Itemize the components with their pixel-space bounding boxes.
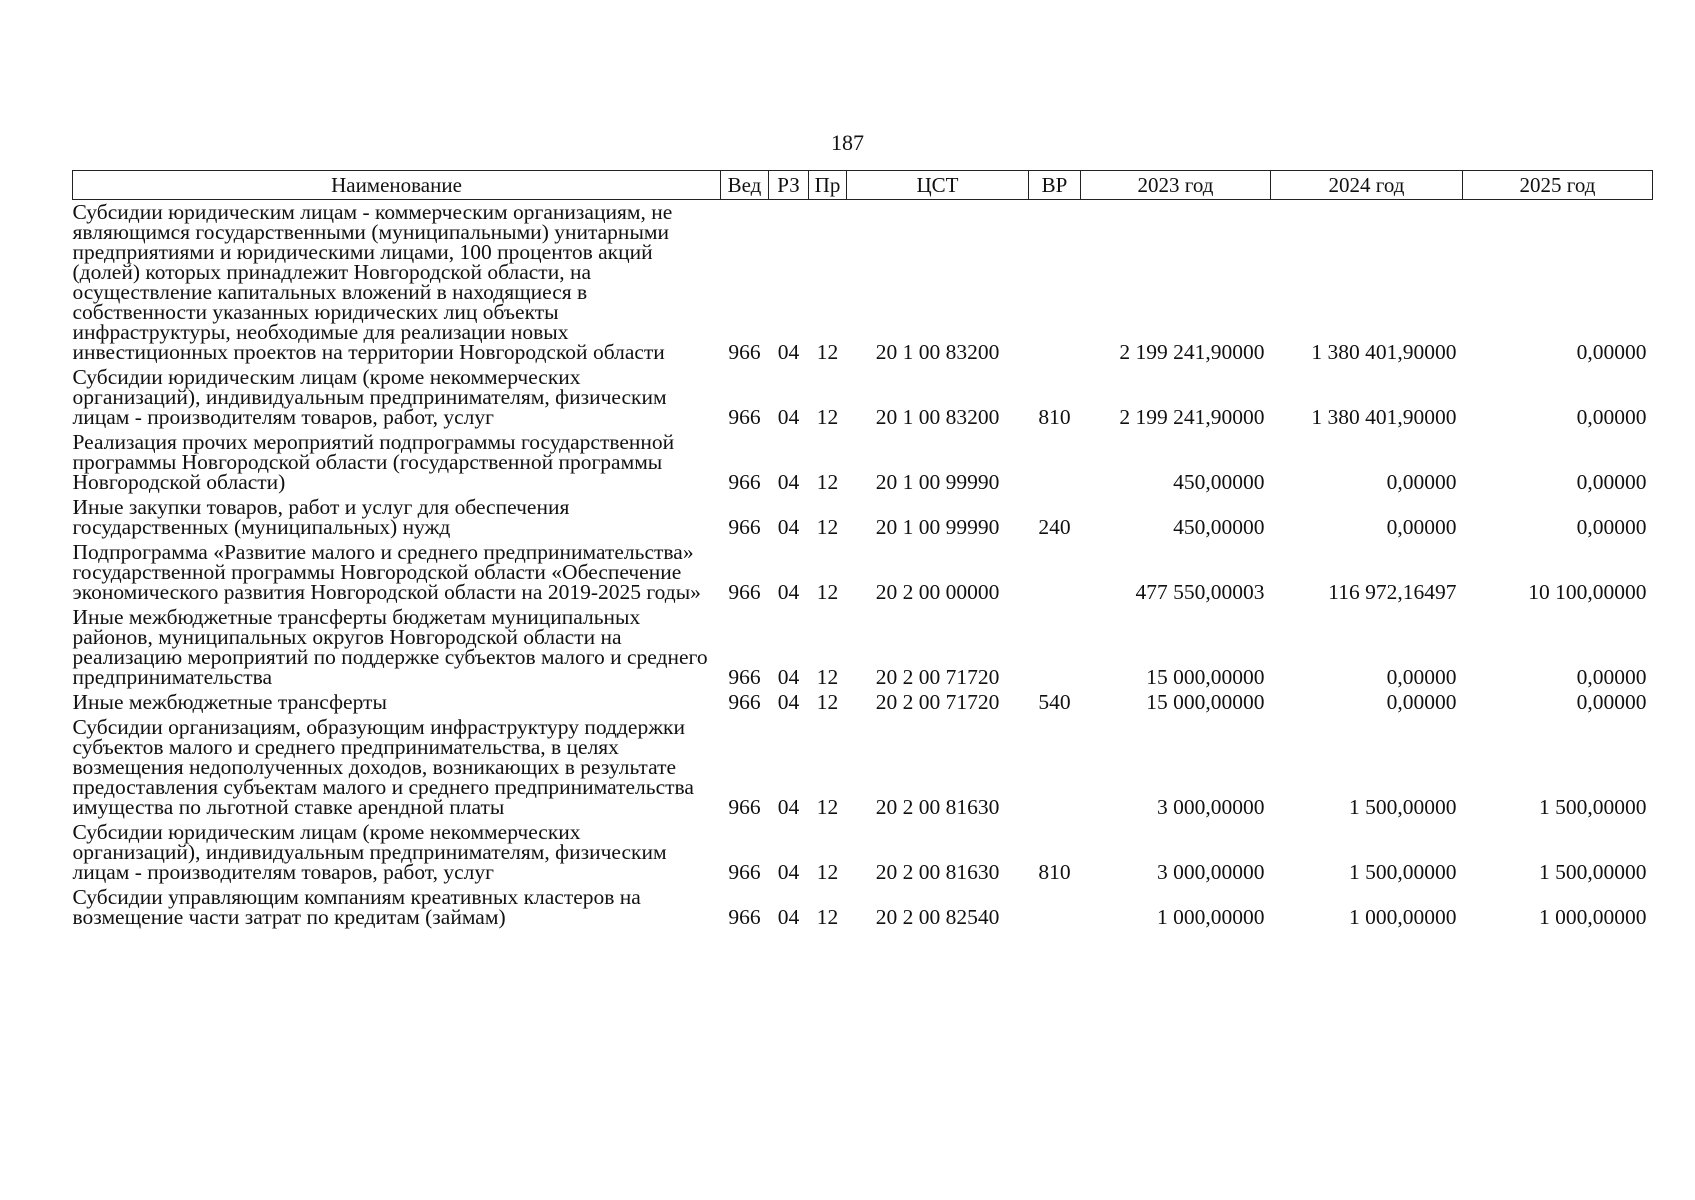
row-rz: 04 <box>777 665 800 689</box>
row-pr: 12 <box>816 470 839 494</box>
row-name: Субсидии организациям, образующим инфраструктуру поддержки субъектов малого и среднего предпринимательства, в целях возмещения недополученных доходов, возникающих в результате предоставления субъектам малого и среднего предпринимательства имущества по льготной ставке арендной платы <box>72 715 694 819</box>
row-2024: 0,00000 <box>1386 690 1457 714</box>
row-2025: 0,00000 <box>1576 690 1647 714</box>
table-row <box>73 430 1653 495</box>
row-rz: 04 <box>777 580 800 604</box>
row-2024: 0,00000 <box>1386 470 1457 494</box>
row-ved: 966 <box>728 340 761 364</box>
row-2025: 1 500,00000 <box>1539 860 1647 884</box>
row-ved: 966 <box>728 580 761 604</box>
row-ved: 966 <box>728 795 761 819</box>
row-2024: 1 380 401,90000 <box>1311 340 1457 364</box>
row-rz: 04 <box>777 515 800 539</box>
row-name: Субсидии юридическим лицам (кроме некоммерческих организаций), индивидуальным предпринимателям, физическим лицам - производителям товаров, работ, услуг <box>72 365 667 429</box>
row-2025: 0,00000 <box>1576 470 1647 494</box>
row-rz: 04 <box>777 905 800 929</box>
table-row <box>73 365 1653 430</box>
row-pr: 12 <box>816 515 839 539</box>
row-cst: 20 1 00 99990 <box>875 470 1000 494</box>
row-name: Иные межбюджетные трансферты <box>72 690 387 714</box>
row-cst: 20 2 00 71720 <box>875 665 1000 689</box>
row-name: Иные межбюджетные трансферты бюджетам муниципальных районов, муниципальных округов Новгородской области на реализацию мероприятий по поддержке субъектов малого и среднего предпринимательства <box>72 605 708 689</box>
header-pr: Пр <box>809 171 847 200</box>
table-row <box>73 605 1653 690</box>
row-vr: 240 <box>1038 515 1071 539</box>
row-rz: 04 <box>777 340 800 364</box>
row-rz: 04 <box>777 860 800 884</box>
row-vr: 540 <box>1038 690 1071 714</box>
row-ved: 966 <box>728 405 761 429</box>
table-row <box>73 540 1653 605</box>
row-2023: 3 000,00000 <box>1157 860 1265 884</box>
header-vr: ВР <box>1029 171 1081 200</box>
row-2024: 1 380 401,90000 <box>1311 405 1457 429</box>
row-vr <box>1029 605 1081 690</box>
row-vr <box>1029 540 1081 605</box>
row-cst: 20 1 00 83200 <box>875 405 1000 429</box>
row-vr: 810 <box>1038 405 1071 429</box>
header-2024: 2024 год <box>1271 171 1463 200</box>
page-number: 187 <box>831 130 864 155</box>
row-2025: 0,00000 <box>1576 340 1647 364</box>
row-ved: 966 <box>728 515 761 539</box>
row-2023: 2 199 241,90000 <box>1119 340 1265 364</box>
row-ved: 966 <box>728 860 761 884</box>
header-rz: РЗ <box>769 171 809 200</box>
row-2024: 116 972,16497 <box>1328 580 1457 604</box>
row-ved: 966 <box>728 690 761 714</box>
row-2023: 2 199 241,90000 <box>1119 405 1265 429</box>
header-ved: Вед <box>721 171 769 200</box>
row-rz: 04 <box>777 795 800 819</box>
row-name: Реализация прочих мероприятий подпрограммы государственной программы Новгородской области (государственной программы Новгородской области) <box>72 430 675 494</box>
table-row <box>73 690 1653 715</box>
row-name: Подпрограмма «Развитие малого и среднего предпринимательства» государственной программы Новгородской области «Обеспечение экономического развития Новгородской области на 2019-2025 годы» <box>72 540 701 604</box>
row-name: Субсидии управляющим компаниям креативных кластеров на возмещение части затрат по кредитам (займам) <box>72 885 641 929</box>
row-pr: 12 <box>816 665 839 689</box>
table-row <box>73 495 1653 540</box>
row-pr: 12 <box>816 860 839 884</box>
row-2025: 0,00000 <box>1576 405 1647 429</box>
row-name: Субсидии юридическим лицам - коммерческим организациям, не являющимся государственными (муниципальными) унитарными предприятиями и юридическими лицами, 100 процентов акций (долей) которых принадлежит Новгородской области, на осуществление капитальных вложений в находящиеся в собственности указанных юридических лиц объекты инфраструктуры, необходимые для реализации новых инвестиционных проектов на территории Новгородской области <box>72 200 673 364</box>
row-cst: 20 2 00 81630 <box>875 860 1000 884</box>
row-pr: 12 <box>816 905 839 929</box>
row-2025: 0,00000 <box>1576 515 1647 539</box>
row-cst: 20 2 00 81630 <box>875 795 1000 819</box>
row-2023: 15 000,00000 <box>1146 665 1265 689</box>
row-2023: 3 000,00000 <box>1157 795 1265 819</box>
row-cst: 20 2 00 00000 <box>875 580 1000 604</box>
row-rz: 04 <box>777 470 800 494</box>
header-2025: 2025 год <box>1463 171 1653 200</box>
table-body <box>73 200 1653 931</box>
row-cst: 20 2 00 82540 <box>875 905 1000 929</box>
header-cst: ЦСТ <box>847 171 1029 200</box>
row-2025: 10 100,00000 <box>1528 580 1647 604</box>
table-row <box>73 200 1653 366</box>
row-pr: 12 <box>816 580 839 604</box>
row-2024: 0,00000 <box>1386 515 1457 539</box>
row-pr: 12 <box>816 340 839 364</box>
row-vr: 810 <box>1038 860 1071 884</box>
row-2023: 450,00000 <box>1173 470 1265 494</box>
row-cst: 20 1 00 99990 <box>875 515 1000 539</box>
row-cst: 20 1 00 83200 <box>875 340 1000 364</box>
row-2024: 1 500,00000 <box>1349 860 1457 884</box>
table-row <box>73 715 1653 820</box>
row-rz: 04 <box>777 405 800 429</box>
row-2023: 15 000,00000 <box>1146 690 1265 714</box>
row-vr <box>1029 200 1081 366</box>
row-vr <box>1029 715 1081 820</box>
row-vr <box>1029 430 1081 495</box>
row-ved: 966 <box>728 665 761 689</box>
row-2025: 1 500,00000 <box>1539 795 1647 819</box>
budget-table <box>72 170 1653 930</box>
row-2024: 0,00000 <box>1386 665 1457 689</box>
row-pr: 12 <box>816 405 839 429</box>
header-name: Наименование <box>73 171 721 200</box>
row-cst: 20 2 00 71720 <box>875 690 1000 714</box>
row-name: Иные закупки товаров, работ и услуг для обеспечения государственных (муниципальных) нужд <box>72 495 570 539</box>
header-2023: 2023 год <box>1081 171 1271 200</box>
row-2023: 450,00000 <box>1173 515 1265 539</box>
table-header-row <box>73 171 1653 200</box>
row-vr <box>1029 885 1081 930</box>
row-2024: 1 000,00000 <box>1349 905 1457 929</box>
row-2023: 1 000,00000 <box>1157 905 1265 929</box>
table-row <box>73 820 1653 885</box>
table-row <box>73 885 1653 930</box>
row-2025: 0,00000 <box>1576 665 1647 689</box>
row-pr: 12 <box>816 690 839 714</box>
row-pr: 12 <box>816 795 839 819</box>
row-2024: 1 500,00000 <box>1349 795 1457 819</box>
row-2025: 1 000,00000 <box>1539 905 1647 929</box>
row-ved: 966 <box>728 905 761 929</box>
row-rz: 04 <box>777 690 800 714</box>
row-2023: 477 550,00003 <box>1135 580 1265 604</box>
row-name: Субсидии юридическим лицам (кроме некоммерческих организаций), индивидуальным предпринимателям, физическим лицам - производителям товаров, работ, услуг <box>72 820 667 884</box>
row-ved: 966 <box>728 470 761 494</box>
